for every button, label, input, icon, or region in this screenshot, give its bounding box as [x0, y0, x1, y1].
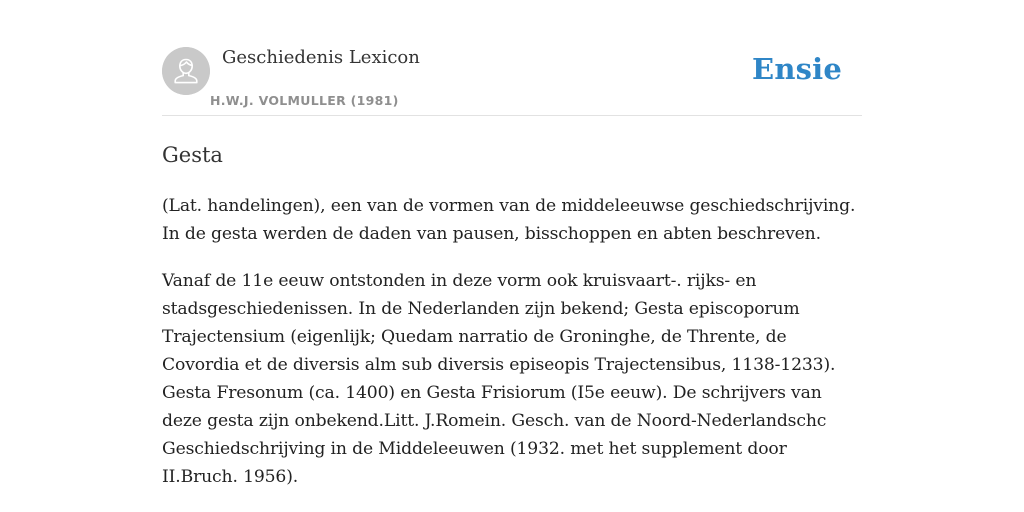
- user-silhouette-icon: [162, 47, 210, 95]
- book-title[interactable]: Geschiedenis Lexicon: [222, 47, 420, 68]
- entry-title: Gesta: [162, 143, 223, 167]
- entry-paragraph: Vanaf de 11e eeuw ontstonden in deze vorm ook kruisvaart-. rijks- en stadsgeschiedenissen. In de Nederlanden zijn bekend; Gesta episcoporum Trajectensium (eigenlijk; Quedam narratio de Groninghe, de Thrente, de Covordia et de diversis alm sub diversis episeopis Trajectensibus, 1138-1233). Gesta Fresonum (ca. 1400) en Gesta Frisiorum (I5e eeuw). De schrijvers van deze gesta zijn onbekend.Litt. J.Romein. Gesch. van de Noord-Nederlandschc Geschiedschrijving in de Middeleeuwen (1932. met het supplement door II.Bruch. 1956).: [162, 271, 836, 487]
- entry-paragraph: (Lat. handelingen), een van de vormen van de middeleeuwse geschiedschrijving. In de gesta werden de daden van pausen, bisschoppen en abten beschreven.: [162, 196, 856, 244]
- page: [162, 0, 862, 512]
- book-author[interactable]: H.W.J. VOLMULLER (1981): [210, 93, 399, 108]
- ensie-logo[interactable]: Ensie: [752, 52, 842, 86]
- book-header: [162, 0, 862, 116]
- author-avatar[interactable]: [162, 47, 210, 95]
- entry-content: [162, 192, 862, 491]
